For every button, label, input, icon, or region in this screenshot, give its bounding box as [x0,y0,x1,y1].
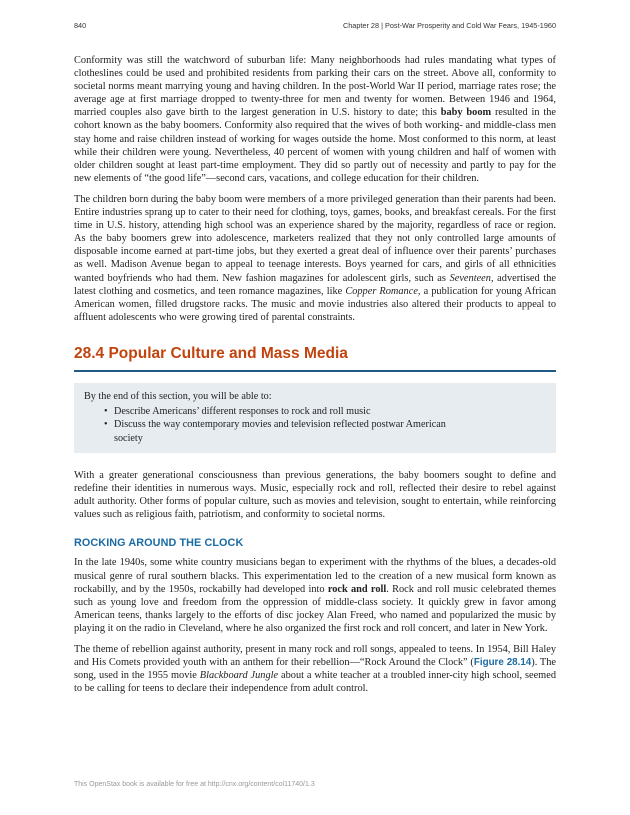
bullet-icon: • [104,419,108,431]
page-header [74,21,556,33]
page-number: 840 [74,21,87,30]
page-footer: This OpenStax book is available for free at http://cnx.org/content/col11740/1.3 [74,781,315,788]
figure-link[interactable]: Figure 28.14 [473,657,532,669]
key-term-rock-and-roll: rock and roll [327,583,387,595]
paragraph-baby-boom-children: The children born during the baby boom were members of a more privileged generation than their parents had been. Entire industries sprang up to cater to their need for clothing, toys, games, books, and breakfast cereals. For the first time in U.S. history, attending high school was an experience shared by the majority, regardless of race or region. As the baby boomers grew into adolescence, marketers realized that they not only controlled large amounts of disposable income earned at part-time jobs, but they exerted a great deal of influence over their parents’ purchases as well. Madison Avenue began to appeal to teenage interests. Boys yearned for cars, and girls of all ethnicities wanted boyfriends who had them. New fashion magazines for adolescent girls, such as Seventeen, advertised the latest clothing and cosmetics, and teen romance magazines, like Copper Romance, a publication for young African American women, filled drugstore racks. The music and movie industries also altered their products to appeal to affluent adolescents who were growing tired of parental constraints. [74,193,556,323]
learning-objectives-box [74,383,556,453]
objective-item: • Discuss the way contemporary movies and television reflected postwar American society [104,419,446,444]
objective-item: • Describe Americans’ different responses to rock and roll music [104,406,371,418]
paragraph-generational-consciousness: With a greater generational consciousness than previous generations, the baby boomers sought to define and redefine their identities in numerous ways. Music, especially rock and roll, reflected their desire to rebel against adult authority. Other forms of popular culture, such as movies and television, sought to entertain, while reinforcing values such as religious faith, patriotism, and conformity to societal norms. [74,470,556,521]
paragraph-rebellion: The theme of rebellion against authority, present in many rock and roll songs, appealed to teens. In 1954, Bill Haley and His Comets provided youth with an anthem for their rebellion—“Rock Around the Clock” (Figure 28.14). The song, used in the 1955 movie Blackboard Jungle about a white teacher at a troubled inner-city high school, seemed to be calling for teens to declare their independence from adult control. [74,644,556,695]
subsection-title: ROCKING AROUND THE CLOCK [74,537,244,550]
main-content [74,54,556,703]
section-divider [74,370,556,372]
magazine-title-copper-romance: Copper Romance [345,285,418,297]
movie-title-blackboard-jungle: Blackboard Jungle [199,670,279,682]
paragraph-rockabilly: In the late 1940s, some white country musicians began to experiment with the rhythms of the blues, a decades-old musical genre of rural southern blacks. This experimentation led to the creation of a new musical form known as rockabilly, and by the 1950s, rockabilly had developed into rock and roll. Rock and roll music celebrated themes such as young love and freedom from the oppression of middle-class society. It quickly grew in favor among American teens, thanks largely to the efforts of disc jockey Alan Freed, who named and popularized the music by playing it on the radio in Cleveland, where he also organized the first rock and roll concert, and later in New York. [74,557,557,634]
chapter-title: Chapter 28 | Post-War Prosperity and Cold War Fears, 1945-1960 [342,21,556,30]
magazine-title-seventeen: Seventeen [449,272,491,284]
objectives-intro: By the end of this section, you will be able to: [84,390,272,402]
paragraph-conformity: Conformity was still the watchword of suburban life: Many neighborhoods had rules mandating what types of clotheslines could be used and prohibited residents from parking their cars on the street. Above all, conformity to societal norms meant marrying young and having children. In the post-World War II period, marriage rates rose; the average age at first marriage dropped to twenty-three for men and twenty for women. Between 1946 and 1964, married couples also gave birth to the largest generation in U.S. history to date; this baby boom resulted in the cohort known as the baby boomers. Conformity also required that the wives of both working- and middle-class men stay home and raise children instead of working for wages outside the home. Most conformed to this norm, at least while their children were young. Nevertheless, 40 percent of women with young children and half of women with older children sought at least part-time employment. They did so partly out of necessity and partly to pay for the new elements of “the good life”—second cars, vacations, and college education for their children. [74,55,557,184]
section-title: 28.4 Popular Culture and Mass Media [74,344,348,362]
bullet-icon: • [104,406,108,418]
objectives-list [84,405,546,445]
key-term-baby-boom: baby boom [440,107,492,119]
